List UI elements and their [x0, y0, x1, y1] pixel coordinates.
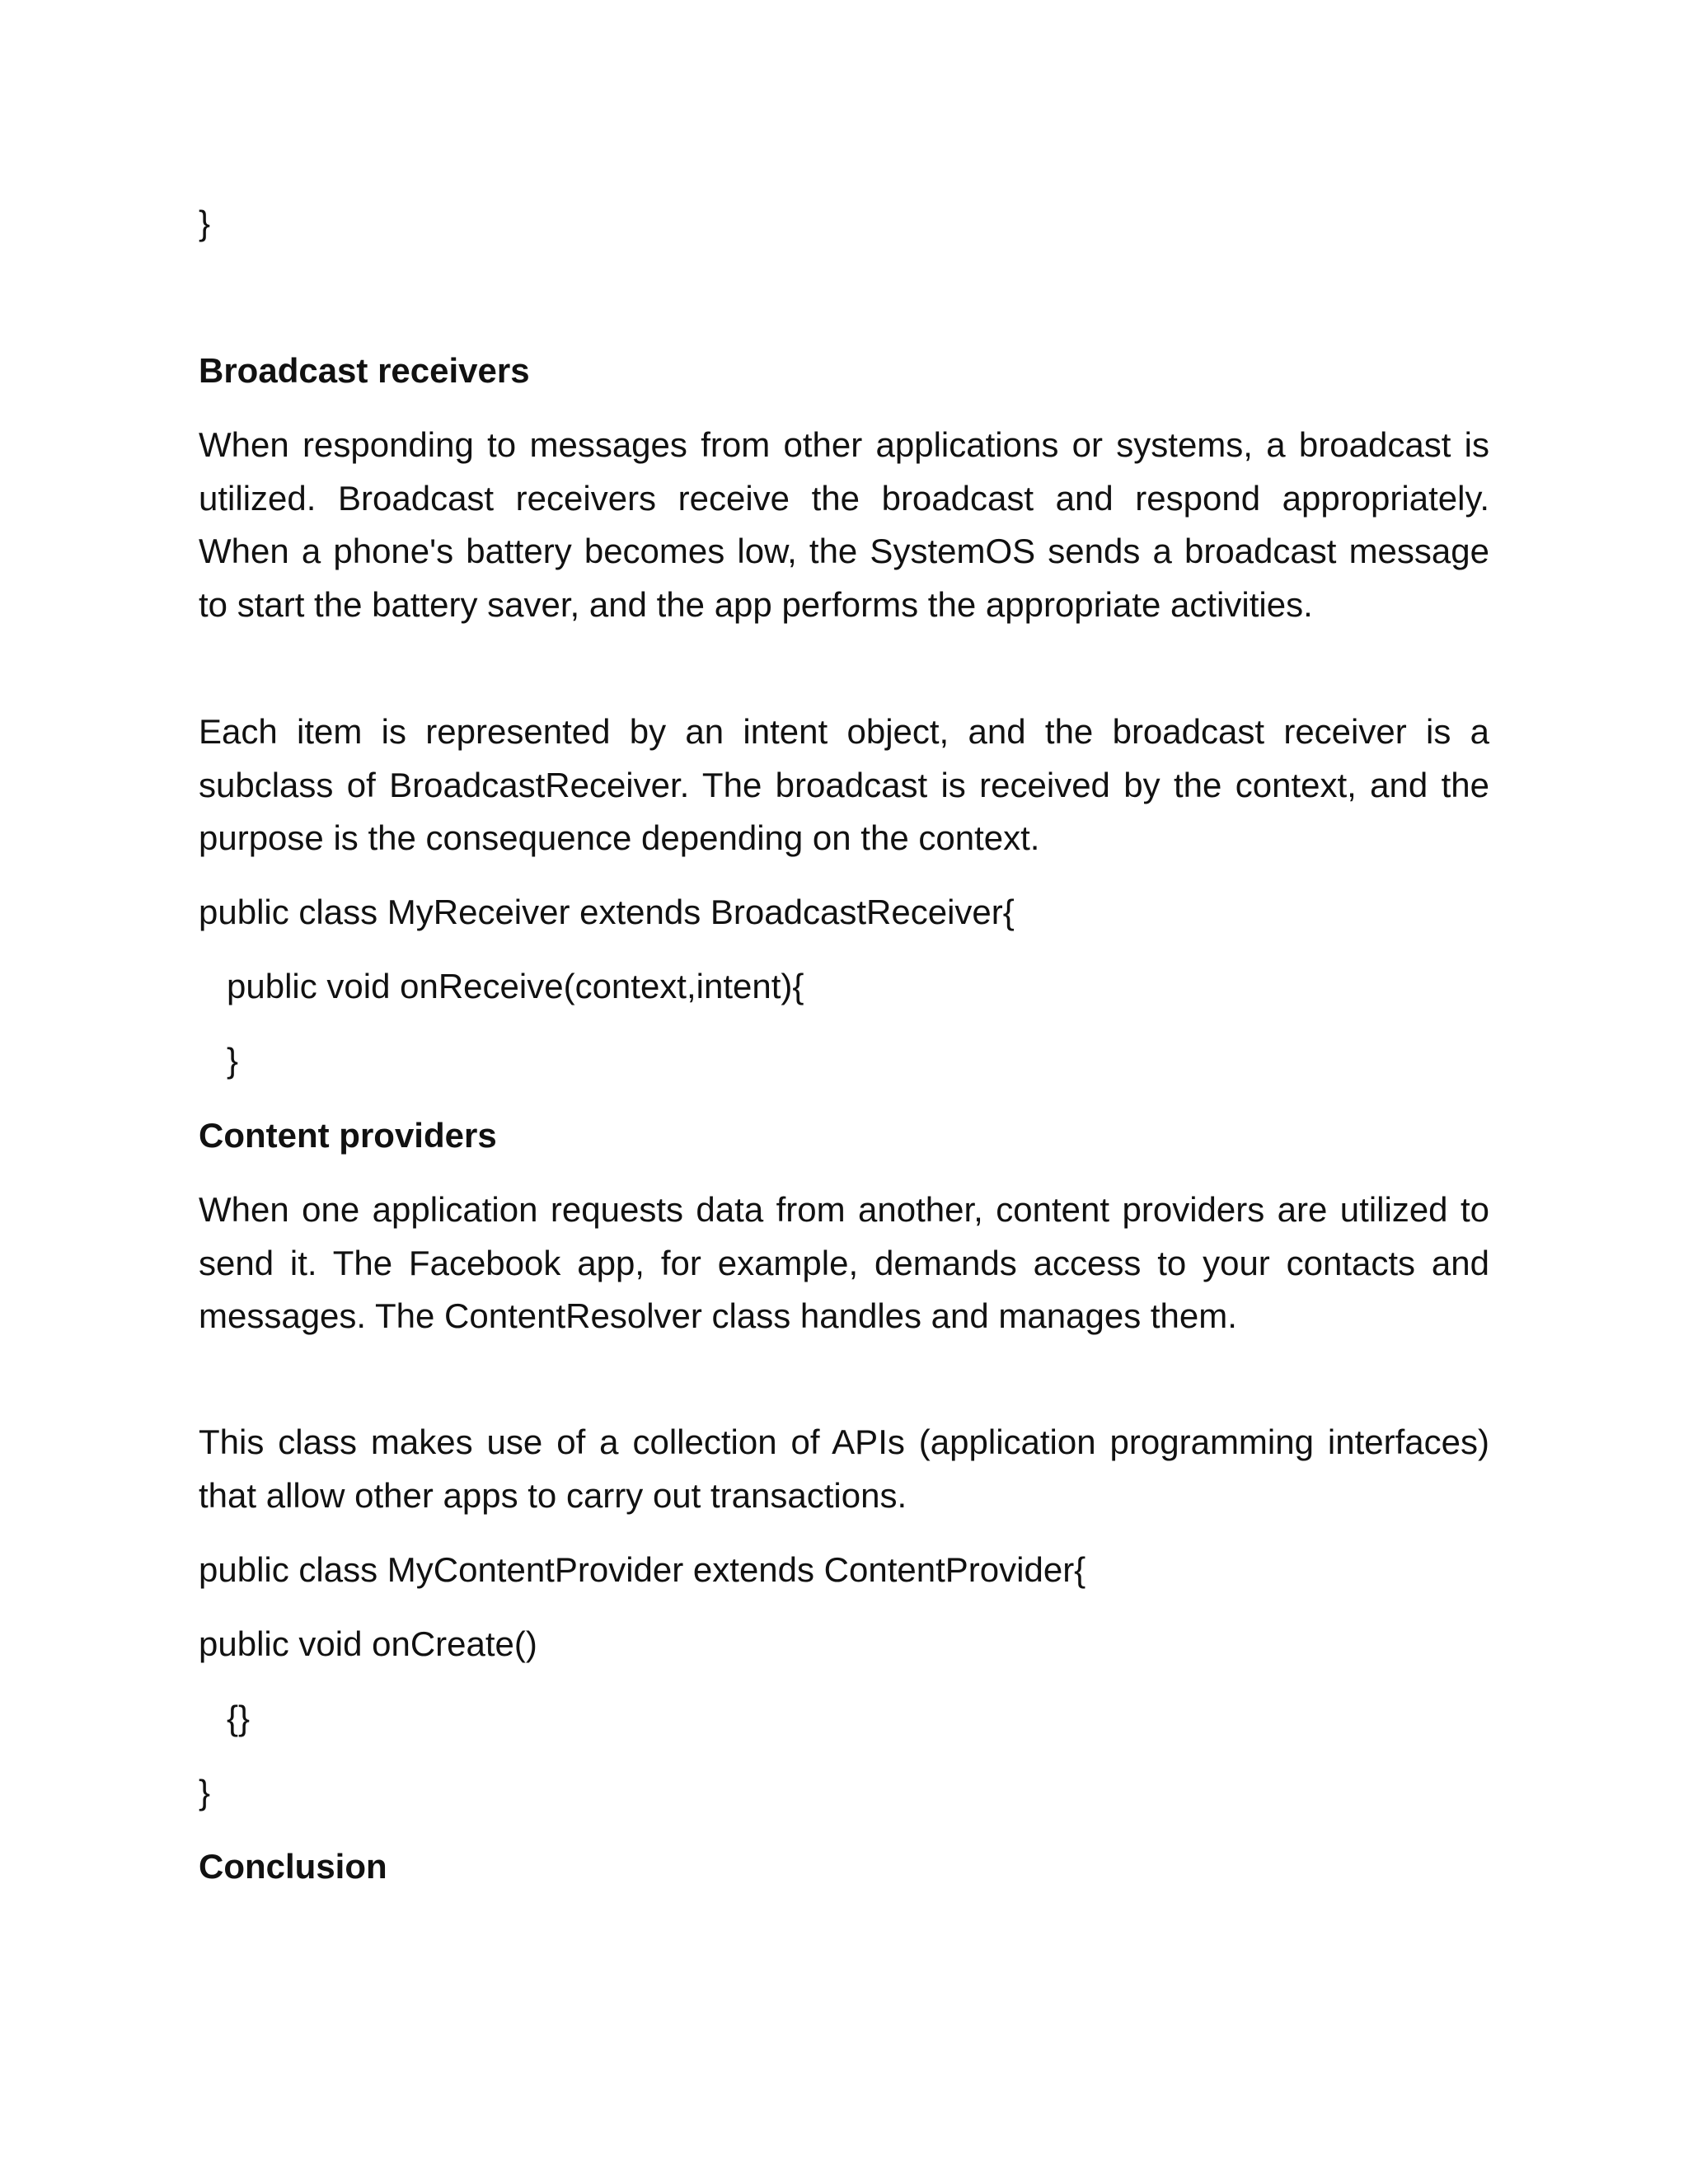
code-line-onreceive: public void onReceive(context,intent){: [227, 967, 804, 1005]
code-line-provider-brace: }: [199, 1773, 211, 1811]
code-line-oncreate: public void onCreate(): [199, 1624, 537, 1663]
code-closing-brace: }: [199, 204, 211, 242]
heading-broadcast-receivers: Broadcast receivers: [199, 351, 530, 390]
paragraph-broadcast-1: When responding to messages from other applications or systems, a broadcast is utilized. Broadcast receivers receive the broadcast and respond appropriately. When a phone's battery becomes low, the SystemOS sends a broadcast message to start the battery saver, and the app performs the appropriate activities.: [199, 425, 1489, 624]
heading-conclusion: Conclusion: [199, 1847, 387, 1886]
code-line-provider-class: public class MyContentProvider extends ContentProvider{: [199, 1550, 1086, 1589]
paragraph-broadcast-2: Each item is represented by an intent object, and the broadcast receiver is a subclass of BroadcastReceiver. The broadcast is received by the context, and the purpose is the consequence depending on the context.: [199, 712, 1489, 857]
heading-content-providers: Content providers: [199, 1116, 497, 1155]
code-line-receiver-brace: }: [227, 1041, 239, 1080]
code-line-receiver-class: public class MyReceiver extends BroadcastReceiver{: [199, 893, 1015, 931]
code-line-empty-braces: {}: [227, 1699, 251, 1737]
paragraph-content-providers-2: This class makes use of a collection of APIs (application programming interfaces) that allow other apps to carry out transactions.: [199, 1422, 1489, 1515]
paragraph-content-providers-1: When one application requests data from another, content providers are utilized to send it. The Facebook app, for example, demands access to your contacts and messages. The ContentResolver class handles and manages them.: [199, 1190, 1489, 1335]
